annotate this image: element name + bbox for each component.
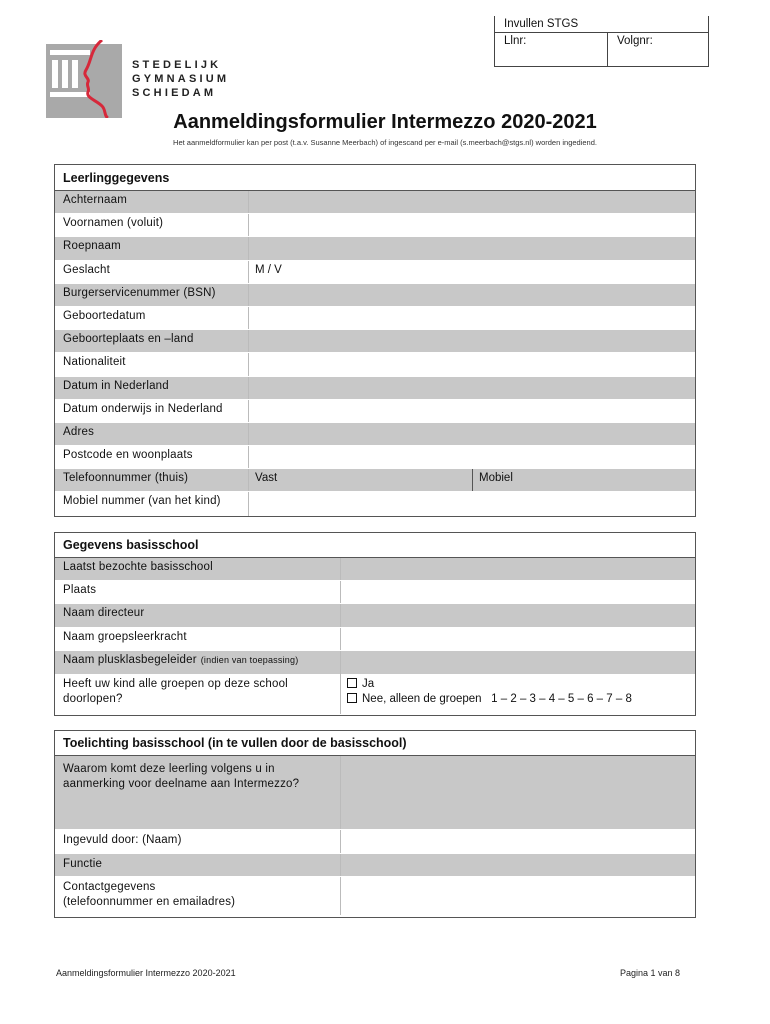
leerling-row-field[interactable] — [249, 400, 695, 422]
label-note: (indien van toepassing) — [200, 654, 299, 665]
leerling-row-label: Telefoonnummer (thuis) — [55, 469, 249, 491]
basisschool-row-field[interactable] — [341, 628, 695, 650]
functie-label: Functie — [55, 854, 341, 876]
leerling-row — [55, 330, 695, 353]
contact-line2: (telefoonnummer en emailadres) — [63, 896, 236, 908]
waarom-line1: Waarom komt deze leerling volgens u in — [63, 763, 275, 775]
page-subtitle: Het aanmeldformulier kan per post (t.a.v. Susanne Meerbach) of ingescand per e-mail (s.meerbach@stgs.nl) worden ingediend. — [173, 138, 597, 147]
option-nee[interactable]: Nee, alleen de groepen 1 – 2 – 3 – 4 – 5 – 6 – 7 – 8 — [347, 692, 689, 707]
contact-row — [55, 877, 695, 915]
basisschool-row — [55, 558, 695, 581]
leerling-row-label: Roepnaam — [55, 237, 249, 259]
leerling-row-label: Geslacht — [55, 261, 249, 283]
basisschool-row-field[interactable] — [341, 558, 695, 580]
option-ja[interactable]: Ja — [347, 677, 689, 692]
leerling-row-field[interactable] — [249, 330, 695, 352]
leerling-row-field[interactable] — [249, 237, 695, 259]
groepen-list: 1 – 2 – 3 – 4 – 5 – 6 – 7 – 8 — [491, 692, 632, 705]
basisschool-row-field[interactable] — [341, 581, 695, 603]
leerling-row-field[interactable] — [249, 284, 695, 306]
doorlopen-question-line1: Heeft uw kind alle groepen op deze school — [63, 677, 288, 690]
leerling-row-label: Adres — [55, 423, 249, 445]
checkbox-icon[interactable] — [347, 678, 357, 688]
contact-field[interactable] — [341, 877, 695, 915]
leerling-row-label: Geboorteplaats en –land — [55, 330, 249, 352]
leerling-row-label: Postcode en woonplaats — [55, 446, 249, 468]
leerling-row — [55, 492, 695, 515]
functie-field[interactable] — [341, 854, 695, 876]
leerling-row-label: Mobiel nummer (van het kind) — [55, 492, 249, 515]
checkbox-icon[interactable] — [347, 693, 357, 703]
phone-mobiel-field[interactable]: Mobiel — [479, 472, 513, 485]
leerling-row — [55, 353, 695, 376]
leerling-row — [55, 284, 695, 307]
leerling-row-field[interactable] — [249, 214, 695, 236]
leerling-table — [54, 164, 696, 517]
leerling-row — [55, 423, 695, 446]
waarom-line2: aanmerking voor deelname aan Intermezzo? — [63, 778, 300, 790]
page-title: Aanmeldingsformulier Intermezzo 2020-2021 — [173, 111, 597, 133]
waarom-field[interactable] — [341, 756, 695, 829]
leerling-row — [55, 469, 695, 492]
leerling-row — [55, 377, 695, 400]
leerling-row-field[interactable] — [249, 423, 695, 445]
leerling-row — [55, 191, 695, 214]
leerling-row — [55, 261, 695, 284]
leerling-row-label: Datum onderwijs in Nederland — [55, 400, 249, 422]
leerling-row-label: Achternaam — [55, 191, 249, 213]
leerling-row-field[interactable] — [249, 492, 695, 515]
phone-vast-field[interactable]: Vast — [249, 469, 473, 491]
basisschool-row-field[interactable] — [341, 651, 695, 674]
basisschool-row-label: Naam directeur — [55, 604, 341, 626]
contact-line1: Contactgegevens — [63, 881, 156, 893]
volgnr-field[interactable]: Volgnr: — [617, 35, 653, 47]
leerling-row-field[interactable] — [249, 446, 695, 468]
toelichting-header: Toelichting basisschool (in te vullen door de basisschool) — [55, 731, 695, 756]
leerling-row — [55, 446, 695, 469]
basisschool-row-label: Laatst bezochte basisschool — [55, 558, 341, 580]
basisschool-row-label: Naam groepsleerkracht — [55, 628, 341, 650]
leerling-row — [55, 237, 695, 260]
basisschool-row-label: Naam plusklasbegeleider (indien van toepassing) — [55, 651, 341, 674]
leerling-row — [55, 400, 695, 423]
leerling-row-label: Burgerservicenummer (BSN) — [55, 284, 249, 306]
doorlopen-row — [55, 674, 695, 714]
leerling-row-field[interactable] — [249, 377, 695, 399]
admin-box — [494, 16, 709, 67]
leerling-header: Leerlinggegevens — [55, 165, 695, 191]
basisschool-row — [55, 581, 695, 604]
leerling-row-field[interactable] — [249, 191, 695, 213]
leerling-row — [55, 214, 695, 237]
leerling-row-field[interactable] — [249, 353, 695, 375]
ingevuld-label: Ingevuld door: (Naam) — [55, 830, 341, 853]
leerling-row-label: Voornamen (voluit) — [55, 214, 249, 236]
waarom-row — [55, 756, 695, 830]
basisschool-row-field[interactable] — [341, 604, 695, 626]
basisschool-table — [54, 532, 696, 716]
admin-title: Invullen STGS — [495, 16, 708, 33]
toelichting-table — [54, 730, 696, 918]
leerling-row — [55, 307, 695, 330]
footer-left: Aanmeldingsformulier Intermezzo 2020-2021 — [56, 968, 236, 978]
llnr-field[interactable]: Llnr: — [495, 33, 608, 66]
basisschool-header: Gegevens basisschool — [55, 533, 695, 558]
ingevuld-field[interactable] — [341, 830, 695, 853]
leerling-row-label: Geboortedatum — [55, 307, 249, 329]
leerling-row-field[interactable]: M / V — [255, 263, 282, 276]
basisschool-row — [55, 628, 695, 651]
basisschool-row-label: Plaats — [55, 581, 341, 603]
leerling-row-field[interactable] — [249, 307, 695, 329]
logo-text: STEDELIJK GYMNASIUM SCHIEDAM — [132, 59, 230, 99]
leerling-row-field[interactable] — [249, 469, 695, 491]
ingevuld-row — [55, 830, 695, 854]
footer-right: Pagina 1 van 8 — [619, 968, 680, 978]
functie-row — [55, 854, 695, 877]
leerling-row-label: Datum in Nederland — [55, 377, 249, 399]
basisschool-row — [55, 651, 695, 674]
leerling-row-label: Nationaliteit — [55, 353, 249, 375]
basisschool-row — [55, 604, 695, 627]
doorlopen-question-line2: doorlopen? — [63, 692, 123, 705]
